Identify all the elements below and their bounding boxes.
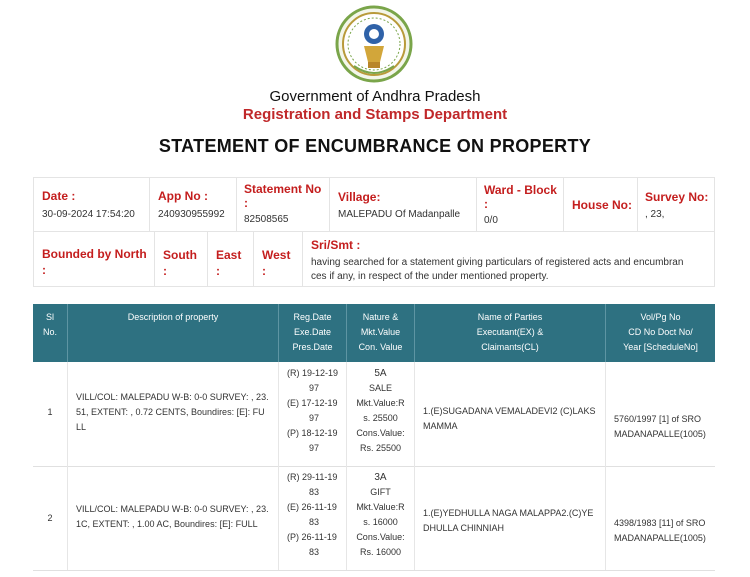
row-description-line: 1C, EXTENT: , 1.00 AC, Boundires: [E]: FULL xyxy=(76,519,258,529)
row-parties xyxy=(415,362,606,466)
department-name: Registration and Stamps Department xyxy=(242,106,508,123)
row-parties-line: DHULLA CHINNIAH xyxy=(423,523,505,533)
row-nature-code: 3A xyxy=(374,472,387,483)
row-date-line: (E) 26-11-19 xyxy=(287,502,337,512)
row-sl: 2 xyxy=(33,466,68,570)
south-colon: : xyxy=(163,264,167,278)
app-no-cell xyxy=(149,177,237,232)
row-dates xyxy=(279,362,347,466)
header-dates xyxy=(279,304,347,362)
row-description-line: LL xyxy=(76,422,87,432)
row-vol-line: MADANAPALLE(1005) xyxy=(614,429,706,439)
row-date-line: 83 xyxy=(309,547,320,557)
bounded-north-cell xyxy=(33,231,155,287)
sri-smt-cell xyxy=(302,231,715,287)
row-parties-line: 1.(E)YEDHULLA NAGA MALAPPA2.(C)YE xyxy=(423,508,594,518)
row-sl: 1 xyxy=(33,362,68,466)
andhra-pradesh-emblem xyxy=(334,4,414,88)
date-label: Date : xyxy=(42,189,76,203)
row-dates xyxy=(279,466,347,570)
row-description xyxy=(68,466,279,570)
row-description-line: VILL/COL: MALEPADU W-B: 0-0 SURVEY: , 23. xyxy=(76,392,269,402)
statement-no-colon: : xyxy=(244,196,248,210)
row-nature-line: Cons.Value: xyxy=(356,532,405,542)
header-vol-line: Vol/Pg No xyxy=(640,312,681,322)
row-description-line: 51, EXTENT: , 0.72 CENTS, Boundires: [E]: FU xyxy=(76,407,265,417)
row-parties xyxy=(415,466,606,570)
header-nature-line: Mkt.Value xyxy=(360,327,401,337)
row-description-line: VILL/COL: MALEPADU W-B: 0-0 SURVEY: , 23. xyxy=(76,504,269,514)
row-date-line: 97 xyxy=(309,413,320,423)
row-nature-line: Mkt.Value:R xyxy=(356,398,405,408)
page-title: STATEMENT OF ENCUMBRANCE ON PROPERTY xyxy=(158,136,592,156)
village-cell xyxy=(329,177,477,232)
bounded-north-label: Bounded by North xyxy=(42,247,147,261)
header-parties-line: Executant(EX) & xyxy=(476,327,544,337)
government-name: Government of Andhra Pradesh xyxy=(269,88,481,105)
row-date-line: (R) 19-12-19 xyxy=(287,368,339,378)
property-details xyxy=(33,177,715,292)
app-no-label: App No : xyxy=(158,189,208,203)
ward-block-value: 0/0 xyxy=(484,215,498,226)
row-date-line: 97 xyxy=(309,443,320,453)
row-nature-line: Mkt.Value:R xyxy=(356,502,405,512)
header-vol xyxy=(606,304,715,362)
header-nature-line: Con. Value xyxy=(358,342,403,352)
row-vol xyxy=(606,466,715,570)
row-nature xyxy=(347,362,415,466)
bounded-north-colon: : xyxy=(42,263,46,277)
ward-block-label: Ward - Block xyxy=(484,183,557,197)
west-colon: : xyxy=(262,264,266,278)
row-date-line: (P) 18-12-19 xyxy=(287,428,338,438)
survey-no-value: , 23, xyxy=(645,209,665,220)
house-no-label: House No: xyxy=(572,198,632,212)
row-nature-line: Cons.Value: xyxy=(356,428,405,438)
sri-smt-label: Sri/Smt : xyxy=(311,238,361,252)
row-nature xyxy=(347,466,415,570)
sri-smt-text-line1: having searched for a statement giving particulars of registered acts and encumbran xyxy=(311,257,684,268)
row-date-line: (R) 29-11-19 xyxy=(287,472,338,482)
survey-no-cell xyxy=(637,177,715,232)
table-row xyxy=(33,466,715,571)
row-description xyxy=(68,362,279,466)
sri-smt-text-line2: ces if any, in respect of the under mentioned property. xyxy=(311,271,549,282)
date-cell xyxy=(33,177,150,232)
header-vol-line: Year [ScheduleNo] xyxy=(623,342,698,352)
header-parties xyxy=(415,304,606,362)
east-cell xyxy=(207,231,254,287)
row-date-line: 97 xyxy=(309,383,320,393)
row-nature-line: Rs. 25500 xyxy=(359,443,402,453)
row-date-line: (P) 26-11-19 xyxy=(287,532,337,542)
row-date-line: (E) 17-12-19 xyxy=(287,398,338,408)
header-nature-line: Nature & xyxy=(362,312,399,322)
village-value: MALEPADU Of Madanpalle xyxy=(338,209,461,220)
table-row xyxy=(33,362,715,467)
ward-block-cell xyxy=(476,177,564,232)
header-vol-line: CD No Doct No/ xyxy=(628,327,693,337)
row-date-line: 83 xyxy=(309,487,320,497)
statement-no-value: 82508565 xyxy=(244,214,289,225)
header-parties-line: Claimants(CL) xyxy=(481,342,539,352)
row-nature-line: SALE xyxy=(368,383,392,393)
header-sl-line: No. xyxy=(42,327,57,337)
row-nature-line: s. 25500 xyxy=(363,413,398,423)
encumbrance-table xyxy=(33,304,715,572)
south-label: South xyxy=(163,248,197,262)
row-nature-line: GIFT xyxy=(370,487,391,497)
row-date-line: 83 xyxy=(309,517,320,527)
date-value: 30-09-2024 17:54:20 xyxy=(42,209,135,220)
row-vol xyxy=(606,362,715,466)
header-nature xyxy=(347,304,415,362)
east-colon: : xyxy=(216,264,220,278)
village-label: Village: xyxy=(338,190,381,204)
row-nature-line: Rs. 16000 xyxy=(359,547,402,557)
header-description xyxy=(68,304,279,362)
west-label: West xyxy=(262,248,291,262)
survey-no-label: Survey No: xyxy=(645,190,709,204)
statement-no-label: Statement No xyxy=(244,182,322,196)
house-no-cell xyxy=(563,177,638,232)
header-sl-line: Sl xyxy=(45,312,54,322)
row-nature-line: s. 16000 xyxy=(363,517,398,527)
row-parties-line: 1.(E)SUGADANA VEMALADEVI2 (C)LAKS xyxy=(423,406,596,416)
west-cell xyxy=(253,231,303,287)
header-description-line: Description of property xyxy=(127,312,219,322)
row-vol-line: 4398/1983 [11] of SRO xyxy=(614,518,706,528)
header-dates-line: Pres.Date xyxy=(292,342,333,352)
row-vol-line: 5760/1997 [1] of SRO xyxy=(614,414,702,424)
header-parties-line: Name of Parties xyxy=(477,312,543,322)
south-cell xyxy=(154,231,208,287)
header-dates-line: Reg.Date xyxy=(293,312,332,322)
header-dates-line: Exe.Date xyxy=(293,327,332,337)
row-parties-line: MAMMA xyxy=(423,421,458,431)
app-no-value: 240930955992 xyxy=(158,209,225,220)
row-vol-line: MADANAPALLE(1005) xyxy=(614,533,706,543)
statement-no-cell xyxy=(236,177,330,232)
table-header xyxy=(33,304,715,362)
header-sl xyxy=(33,304,68,362)
ward-block-colon: : xyxy=(484,197,488,211)
row-nature-code: 5A xyxy=(374,368,387,379)
east-label: East xyxy=(216,248,242,262)
